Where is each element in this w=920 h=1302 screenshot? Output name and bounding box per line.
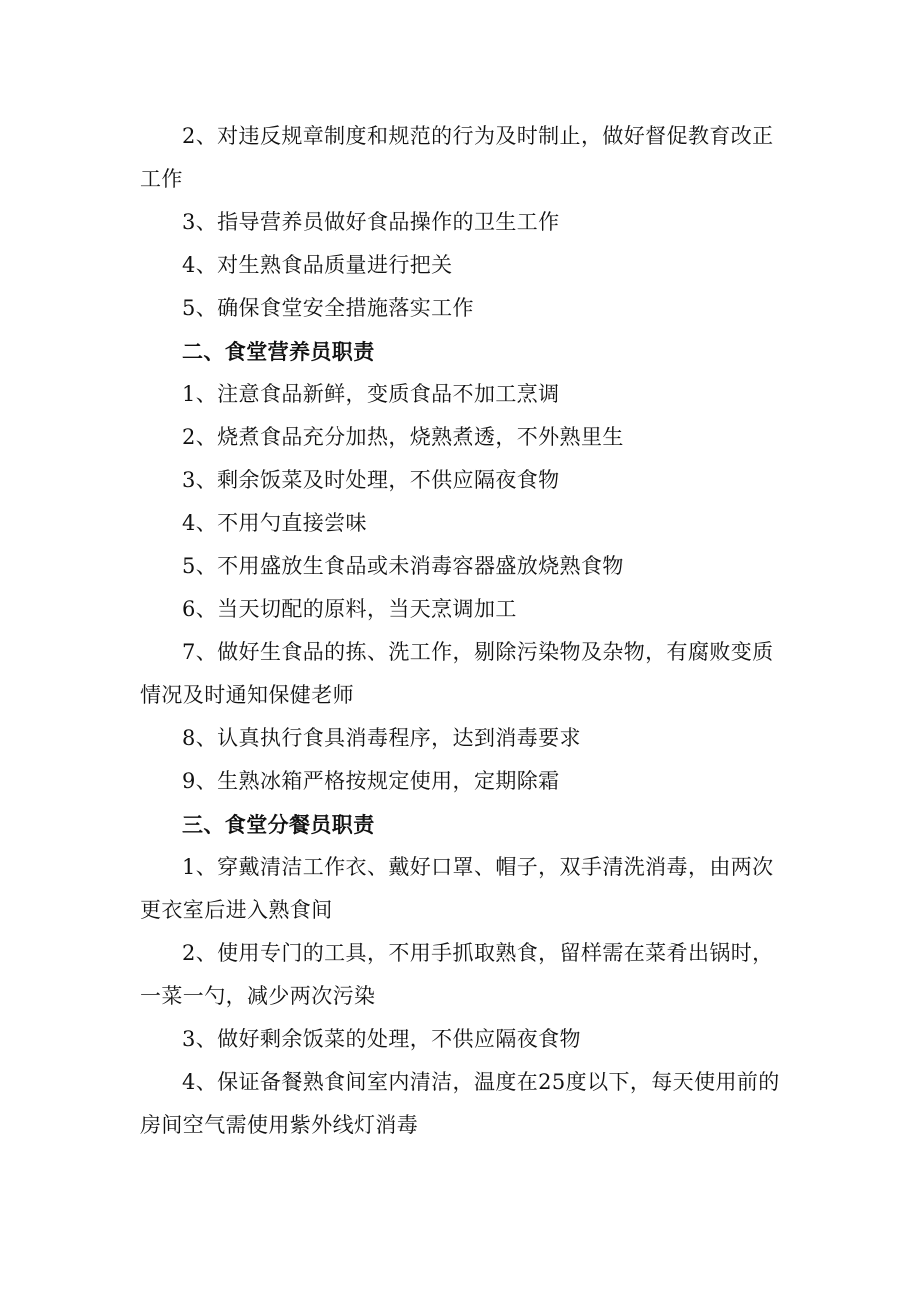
list-item: 3、做好剩余饭菜的处理，不供应隔夜食物: [182, 1027, 581, 1051]
document-body: [140, 115, 785, 1147]
list-item: 4、不用勺直接尝味: [182, 511, 367, 535]
list-item: 5、不用盛放生食品或未消毒容器盛放烧熟食物: [182, 554, 624, 578]
list-item: 5、确保食堂安全措施落实工作: [182, 296, 474, 320]
list-item: 6、当天切配的原料，当天烹调加工: [182, 597, 517, 621]
list-item: 4、保证备餐熟食间室内清洁，温度在25度以下，每天使用前的房间空气需使用紫外线灯消毒: [140, 1070, 780, 1137]
section-heading-serving-staff: 三、食堂分餐员职责: [182, 812, 375, 837]
list-item: 2、使用专门的工具，不用手抓取熟食，留样需在菜肴出锅时，一菜一勺，减少两次污染: [140, 941, 774, 1008]
list-item: 2、烧煮食品充分加热，烧熟煮透，不外熟里生: [182, 425, 624, 449]
list-item: 2、对违反规章制度和规范的行为及时制止，做好督促教育改正工作: [140, 124, 774, 191]
section-heading-nutrition-staff: 二、食堂营养员职责: [182, 339, 375, 364]
list-item: 9、生熟冰箱严格按规定使用，定期除霜: [182, 769, 560, 793]
list-item: 4、对生熟食品质量进行把关: [182, 253, 453, 277]
list-item: 1、注意食品新鲜，变质食品不加工烹调: [182, 382, 560, 406]
list-item: 1、穿戴清洁工作衣、戴好口罩、帽子，双手清洗消毒，由两次更衣室后进入熟食间: [140, 855, 774, 922]
list-item: 3、指导营养员做好食品操作的卫生工作: [182, 210, 560, 234]
list-item: 8、认真执行食具消毒程序，达到消毒要求: [182, 726, 581, 750]
list-item: 7、做好生食品的拣、洗工作，剔除污染物及杂物，有腐败变质情况及时通知保健老师: [140, 640, 774, 707]
list-item: 3、剩余饭菜及时处理，不供应隔夜食物: [182, 468, 560, 492]
